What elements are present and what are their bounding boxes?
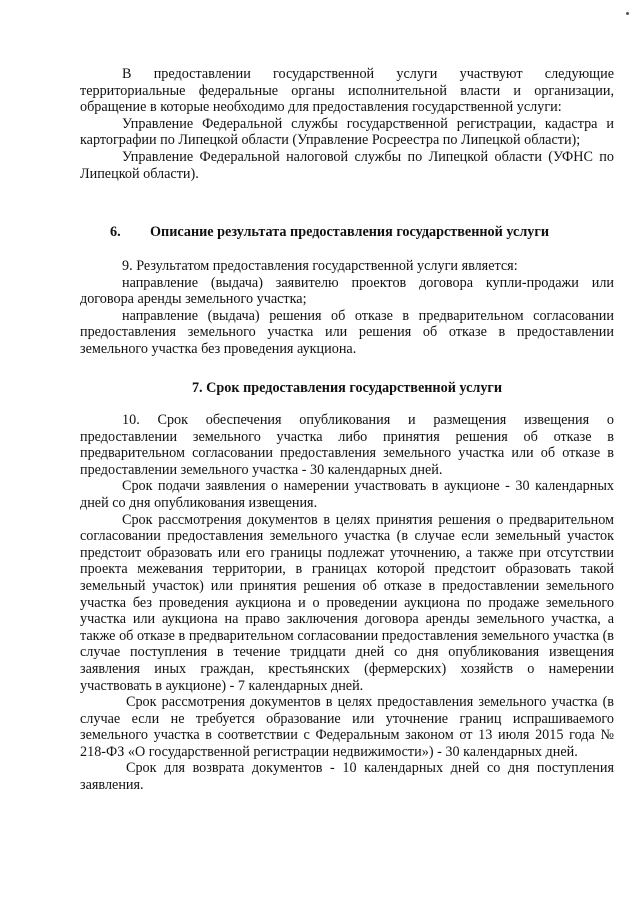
rosreestr-paragraph: Управление Федеральной службы государственной регистрации, кадастра и картографии по Липецкой области (Управление Росреестра по Липецкой области); [80,115,614,149]
term-preliminary-review-paragraph: Срок рассмотрения документов в целях принятия решения о предварительном согласовании предоставления земельного участка (в случае если земельный участок предстоит образовать или его границы подлежат уточнению, а также при отсутствии проекта межевания территории, в границах которой предстоит образовать такой земельный участок) или принятия решения об отказе в предоставлении земельного участка без проведения аукциона и о проведении аукциона по продаже земельного участка или аукциона на право заключения договора аренды земельного участка, а также об отказе в предварительном согласовании предоставления земельного участка (в случае поступления в течение тридцати дней со дня опубликования извещения заявления иных граждан, крестьянских (фермерских) хозяйств о намерении участвовать в аукционе) - 7 календарных дней. [80,511,614,694]
participants-block [80,66,614,182]
section-6-heading [110,224,610,241]
term-return-paragraph: Срок для возврата документов - 10 календарных дней со дня поступления заявления. [80,760,614,794]
section-7-heading: 7. Срок предоставления государственной услуги [191,380,503,396]
scan-speck [626,12,629,15]
participants-intro-paragraph: В предоставлении государственной услуги участвуют следующие территориальные федеральные органы исполнительной власти и организации, обращение в которые необходимо для предоставления государственной услуги: [80,66,614,116]
term-provision-review-paragraph: Срок рассмотрения документов в целях предоставления земельного участка (в случае если не требуется образование или уточнение границ испрашиваемого земельного участка в соответствии с Федеральным законом от 13 июля 2015 года № 218-ФЗ «О государственной регистрации недвижимости») - 30 календарных дней. [80,694,614,760]
result-contract-paragraph: направление (выдача) заявителю проектов договора купли-продажи или договора аренды земельного участка; [80,274,614,308]
result-block [80,258,614,358]
result-intro-paragraph: 9. Результатом предоставления государственной услуги является: [122,258,518,274]
term-application-paragraph: Срок подачи заявления о намерении участвовать в аукционе - 30 календарных дней со дня опубликования извещения. [80,478,614,511]
terms-block [80,412,614,794]
result-refusal-paragraph: направление (выдача) решения об отказе в предварительном согласовании предоставления земельного участка или решения об отказе в предоставлении земельного участка без проведения аукциона. [80,307,614,357]
section-6-number: 6. [110,224,121,240]
term-publication-paragraph: 10. Срок обеспечения опубликования и размещения извещения о предоставлении земельного участка либо принятия решения об отказе в предварительном согласовании предоставления земельного участка или об отказе в предоставлении земельного участка - 30 календарных дней. [80,412,614,478]
section-6-title: Описание результата предоставления государственной услуги [150,224,549,240]
ufns-paragraph: Управление Федеральной налоговой службы по Липецкой области (УФНС по Липецкой области). [80,148,614,182]
